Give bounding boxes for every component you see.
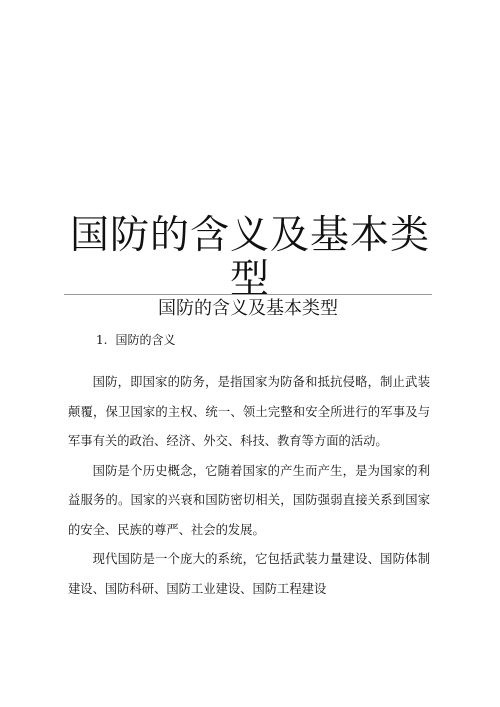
document-title: 国防的含义及基本类型 <box>70 213 431 302</box>
paragraph: 国防，即国家的防务，是指国家为防备和抵抗侵略，制止武装颠覆，保卫国家的主权、统一、领土完整和安全所进行的军事及与军事有关的政治、经济、外交、科技、教育等方面的活动。 <box>68 375 430 448</box>
body-text <box>68 368 430 604</box>
paragraph: 国防是个历史概念，它随着国家的产生而产生，是为国家的利益服务的。国家的兴衰和国防密切相关，国防强弱直接关系到国家的安全、民族的尊严、社会的发展。 <box>68 463 430 537</box>
section-number: 1. <box>96 333 108 347</box>
section-heading <box>96 331 175 349</box>
paragraph: 现代国防是一个庞大的系统，它包括武装力量建设、国防体制建设、国防科研、国防工业建设、国防工程建设 <box>68 552 430 596</box>
section-heading-text: 国防的含义 <box>115 333 176 347</box>
title-divider <box>64 294 432 295</box>
document-subtitle: 国防的含义及基本类型 <box>158 298 338 319</box>
